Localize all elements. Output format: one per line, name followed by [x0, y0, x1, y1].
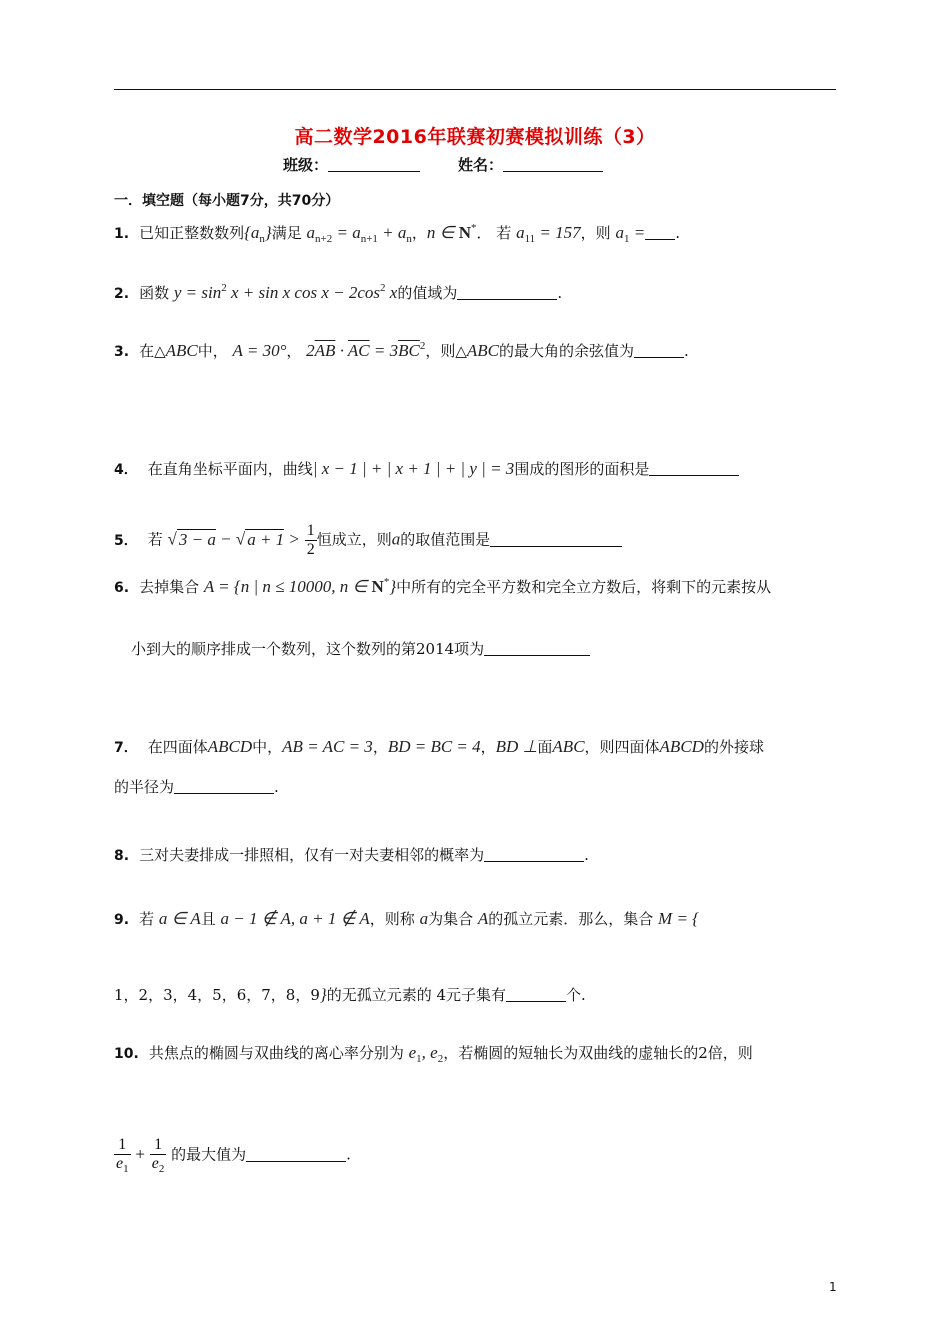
header-rule — [114, 89, 836, 90]
question-2: 2. 函数 $y = \sin^2 x + \sin x$ $\cos x - 2\cos^2$ x的值域为 . — [114, 282, 563, 302]
math-formula: a — [391, 529, 401, 549]
question-6: 6. 去掉集合 A = {n | n ≤ 10000, n ∈ N*}中所有的完全平方数和完全立方数后，将剩下的元素按从 — [114, 576, 772, 596]
answer-blank[interactable] — [634, 343, 684, 358]
math-formula: ABC — [466, 341, 499, 360]
page-title: 高二数学2016年联赛初赛模拟训练（3） — [294, 126, 656, 148]
question-4: 4． 在直角坐标平面内，曲线| x − 1 | + | x + 1 | + | y | = 3围成的图形的面积是 — [114, 458, 739, 479]
class-field — [283, 154, 420, 175]
math-formula: | x − 1 | + | x + 1 | + | y | = 3 — [312, 459, 515, 478]
math-formula: ABCD — [659, 737, 704, 756]
question-6-continued: 小到大的顺序排成一个数列，这个数列的第2014项为 — [131, 638, 590, 659]
question-7: 7． 在四面体ABCD中，AB = AC = 3，BD = BC = 4，BD ⊥面ABC，则四面体ABCD的外接球 — [114, 737, 764, 756]
math-formula: a − 1 ∉ A, a + 1 ∉ A — [220, 909, 370, 928]
math-formula: $a_{11} = 157$ — [516, 223, 581, 245]
answer-blank[interactable] — [645, 225, 675, 240]
fraction: $\frac{1}{e_1}$ — [116, 1136, 129, 1175]
question-10: 10. 共焦点的椭圆与双曲线的离心率分别为 $e_1$, $e_2$，若椭圆的短轴长为双曲线的虚轴长的2倍，则 — [114, 1043, 753, 1065]
question-1: 1. 已知正整数数列$\{a_n\}$满足 $a_{n+2} = a_{n+1} + a_n$，n ∈ N*． 若 $a_{11} = 157$，则 $a_1$ = . — [114, 222, 680, 245]
answer-blank[interactable] — [506, 987, 566, 1002]
question-10-continued: $\frac{1}{e_1}$ + $\frac{1}{e_2}$ 的最大值为 . — [116, 1136, 351, 1175]
section-heading: 一．填空题（每小题7分，共70分） — [114, 193, 340, 209]
class-blank[interactable] — [328, 157, 420, 172]
math-formula: a ∈ A — [158, 909, 201, 928]
name-label: 姓名： — [458, 156, 504, 174]
question-5: 5． 若 √ 3 − a − √ a + 1 > $\frac{1}{2}$ 恒成立，则a的取值范围是 — [114, 522, 622, 559]
name-field — [458, 154, 603, 175]
math-formula: $a_{n+2} = a_{n+1} + a_n$ — [306, 223, 412, 245]
question-3: 3. 在△ABC中， A = 30°， $2\overline{AB} \cdot \overline{AC} = 3\overline{BC}^2$，则△ABC的最大角的余弦值为 . — [114, 340, 689, 360]
question-9: 9. 若 a ∈ A且 a − 1 ∉ A, a + 1 ∉ A，则称 a为集合 A的孤立元素．那么，集合 M = { — [114, 909, 699, 928]
math-formula: M = { — [658, 909, 699, 928]
answer-blank[interactable] — [457, 285, 557, 300]
page-number: 1 — [829, 1280, 837, 1294]
math-formula: a — [419, 909, 429, 928]
answer-blank[interactable] — [484, 847, 584, 862]
fraction: $\frac{1}{2}$ — [306, 522, 315, 558]
class-label: 班级： — [283, 156, 329, 174]
math-formula: n ∈ N* — [426, 222, 477, 242]
math-formula: ABC — [552, 737, 585, 756]
question-8: 8. 三对夫妻排成一排照相，仅有一对夫妻相邻的概率为 . — [114, 846, 589, 864]
math-formula: $y = \sin^2 x + \sin x$ $\cos x - 2\cos^2$ x — [173, 282, 398, 302]
math-formula: ABCD — [207, 737, 253, 756]
math-formula: $2\overline{AB} \cdot \overline{AC} = 3\overline{BC}^2$ — [306, 340, 426, 360]
math-formula: BD = BC = 4 — [387, 737, 481, 756]
math-formula: $a_1$ = — [615, 223, 646, 245]
question-7-continued: 的半径为 . — [114, 778, 279, 796]
fraction: $\frac{1}{e_2}$ — [151, 1136, 165, 1175]
math-formula: $\{a_n\}$ — [244, 223, 272, 245]
math-formula: A = 30° — [232, 341, 287, 360]
name-blank[interactable] — [503, 157, 603, 172]
math-formula: AB = AC = 3 — [282, 737, 373, 756]
answer-blank[interactable] — [174, 779, 274, 794]
question-9-continued: 1，2，3，4，5，6，7，8，9}的无孤立元素的 4元子集有 个. — [114, 985, 586, 1004]
math-formula: BD ⊥ — [495, 737, 538, 756]
math-formula: $e_1$, $e_2$ — [408, 1043, 444, 1065]
math-formula: √ 3 − a − √ a + 1 > — [167, 529, 300, 549]
answer-blank[interactable] — [246, 1147, 346, 1162]
answer-blank[interactable] — [484, 641, 590, 656]
math-formula: A — [477, 909, 489, 928]
answer-blank[interactable] — [490, 532, 622, 547]
math-formula: ABC — [165, 341, 198, 360]
math-formula: A = {n | n ≤ 10000, n ∈ N*} — [203, 576, 397, 596]
answer-blank[interactable] — [649, 461, 739, 476]
